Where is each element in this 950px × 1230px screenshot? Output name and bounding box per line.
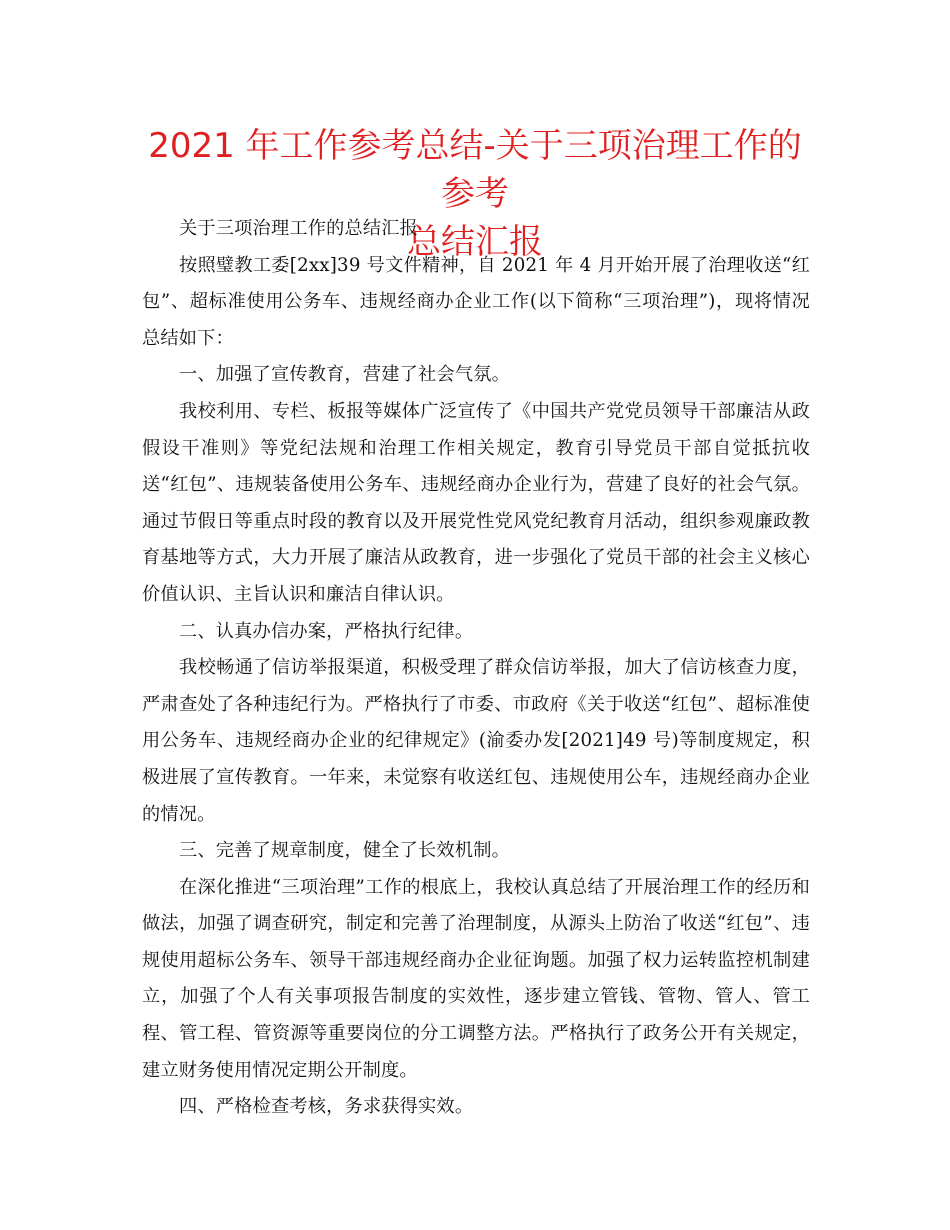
paragraph-section-3: 在深化推进“三项治理”工作的根底上，我校认真总结了开展治理工作的经历和做法，加强了调查研究，制定和完善了治理制度，从源头上防治了收送“红包”、违规使用超标公务车、领导干部违规经商办企业征询题。加强了权力运转监控机制建立，加强了个人有关事项报告制度的实效性，逐步建立管钱、管物、管人、管工程、管工程、管资源等重要岗位的分工调整方法。严格执行了政务公开有关规定，建立财务使用情况定期公开制度。 [142,876,810,1081]
section-heading-1: 一、加强了宣传教育，营建了社会气氛。 [179,364,510,386]
paragraph-section-2: 我校畅通了信访举报渠道，积极受理了群众信访举报，加大了信访核查力度，严肃查处了各种违纪行为。严格执行了市委、市政府《关于收送“红包”、超标准使用公务车、违规经商办企业的纪律规定》(渝委办发[2021]49 号)等制度规定，积极进展了宣传教育。一年来，未觉察有收送红包、违规使用公车，违规经商办企业的情况。 [142,657,810,825]
title-line-1: 2021 年工作参考总结-关于三项治理工作的参考 [148,126,802,214]
document-body [142,211,810,1126]
paragraph-intro: 按照璧教工委[2xx]39 号文件精神，自 2021 年 4 月开始开展了治理收送“红包”、超标准使用公务车、违规经商办企业工作(以下简称“三项治理”)，现将情况总结如下： [142,254,810,349]
paragraph-subtitle: 关于三项治理工作的总结汇报 [179,218,419,239]
section-heading-3: 三、完善了规章制度，健全了长效机制。 [179,840,510,862]
paragraph-section-1: 我校利用、专栏、板报等媒体广泛宣传了《中国共产党党员领导干部廉洁从政假设干准则》等党纪法规和治理工作相关规定，教育引导党员干部自觉抵抗收送“红包”、违规装备使用公务车、违规经商办企业行为，营建了良好的社会气氛。通过节假日等重点时段的教育以及开展党性党风党纪教育月活动，组织参观廉政教育基地等方式，大力开展了廉洁从政教育，进一步强化了党员干部的社会主义核心价值认识、主旨认识和廉洁自律认识。 [142,400,810,605]
section-heading-4: 四、严格检查考核，务求获得实效。 [179,1096,474,1118]
section-heading-2: 二、认真办信办案，严格执行纪律。 [179,620,474,642]
title-line-2: 总结汇报 [407,222,543,262]
